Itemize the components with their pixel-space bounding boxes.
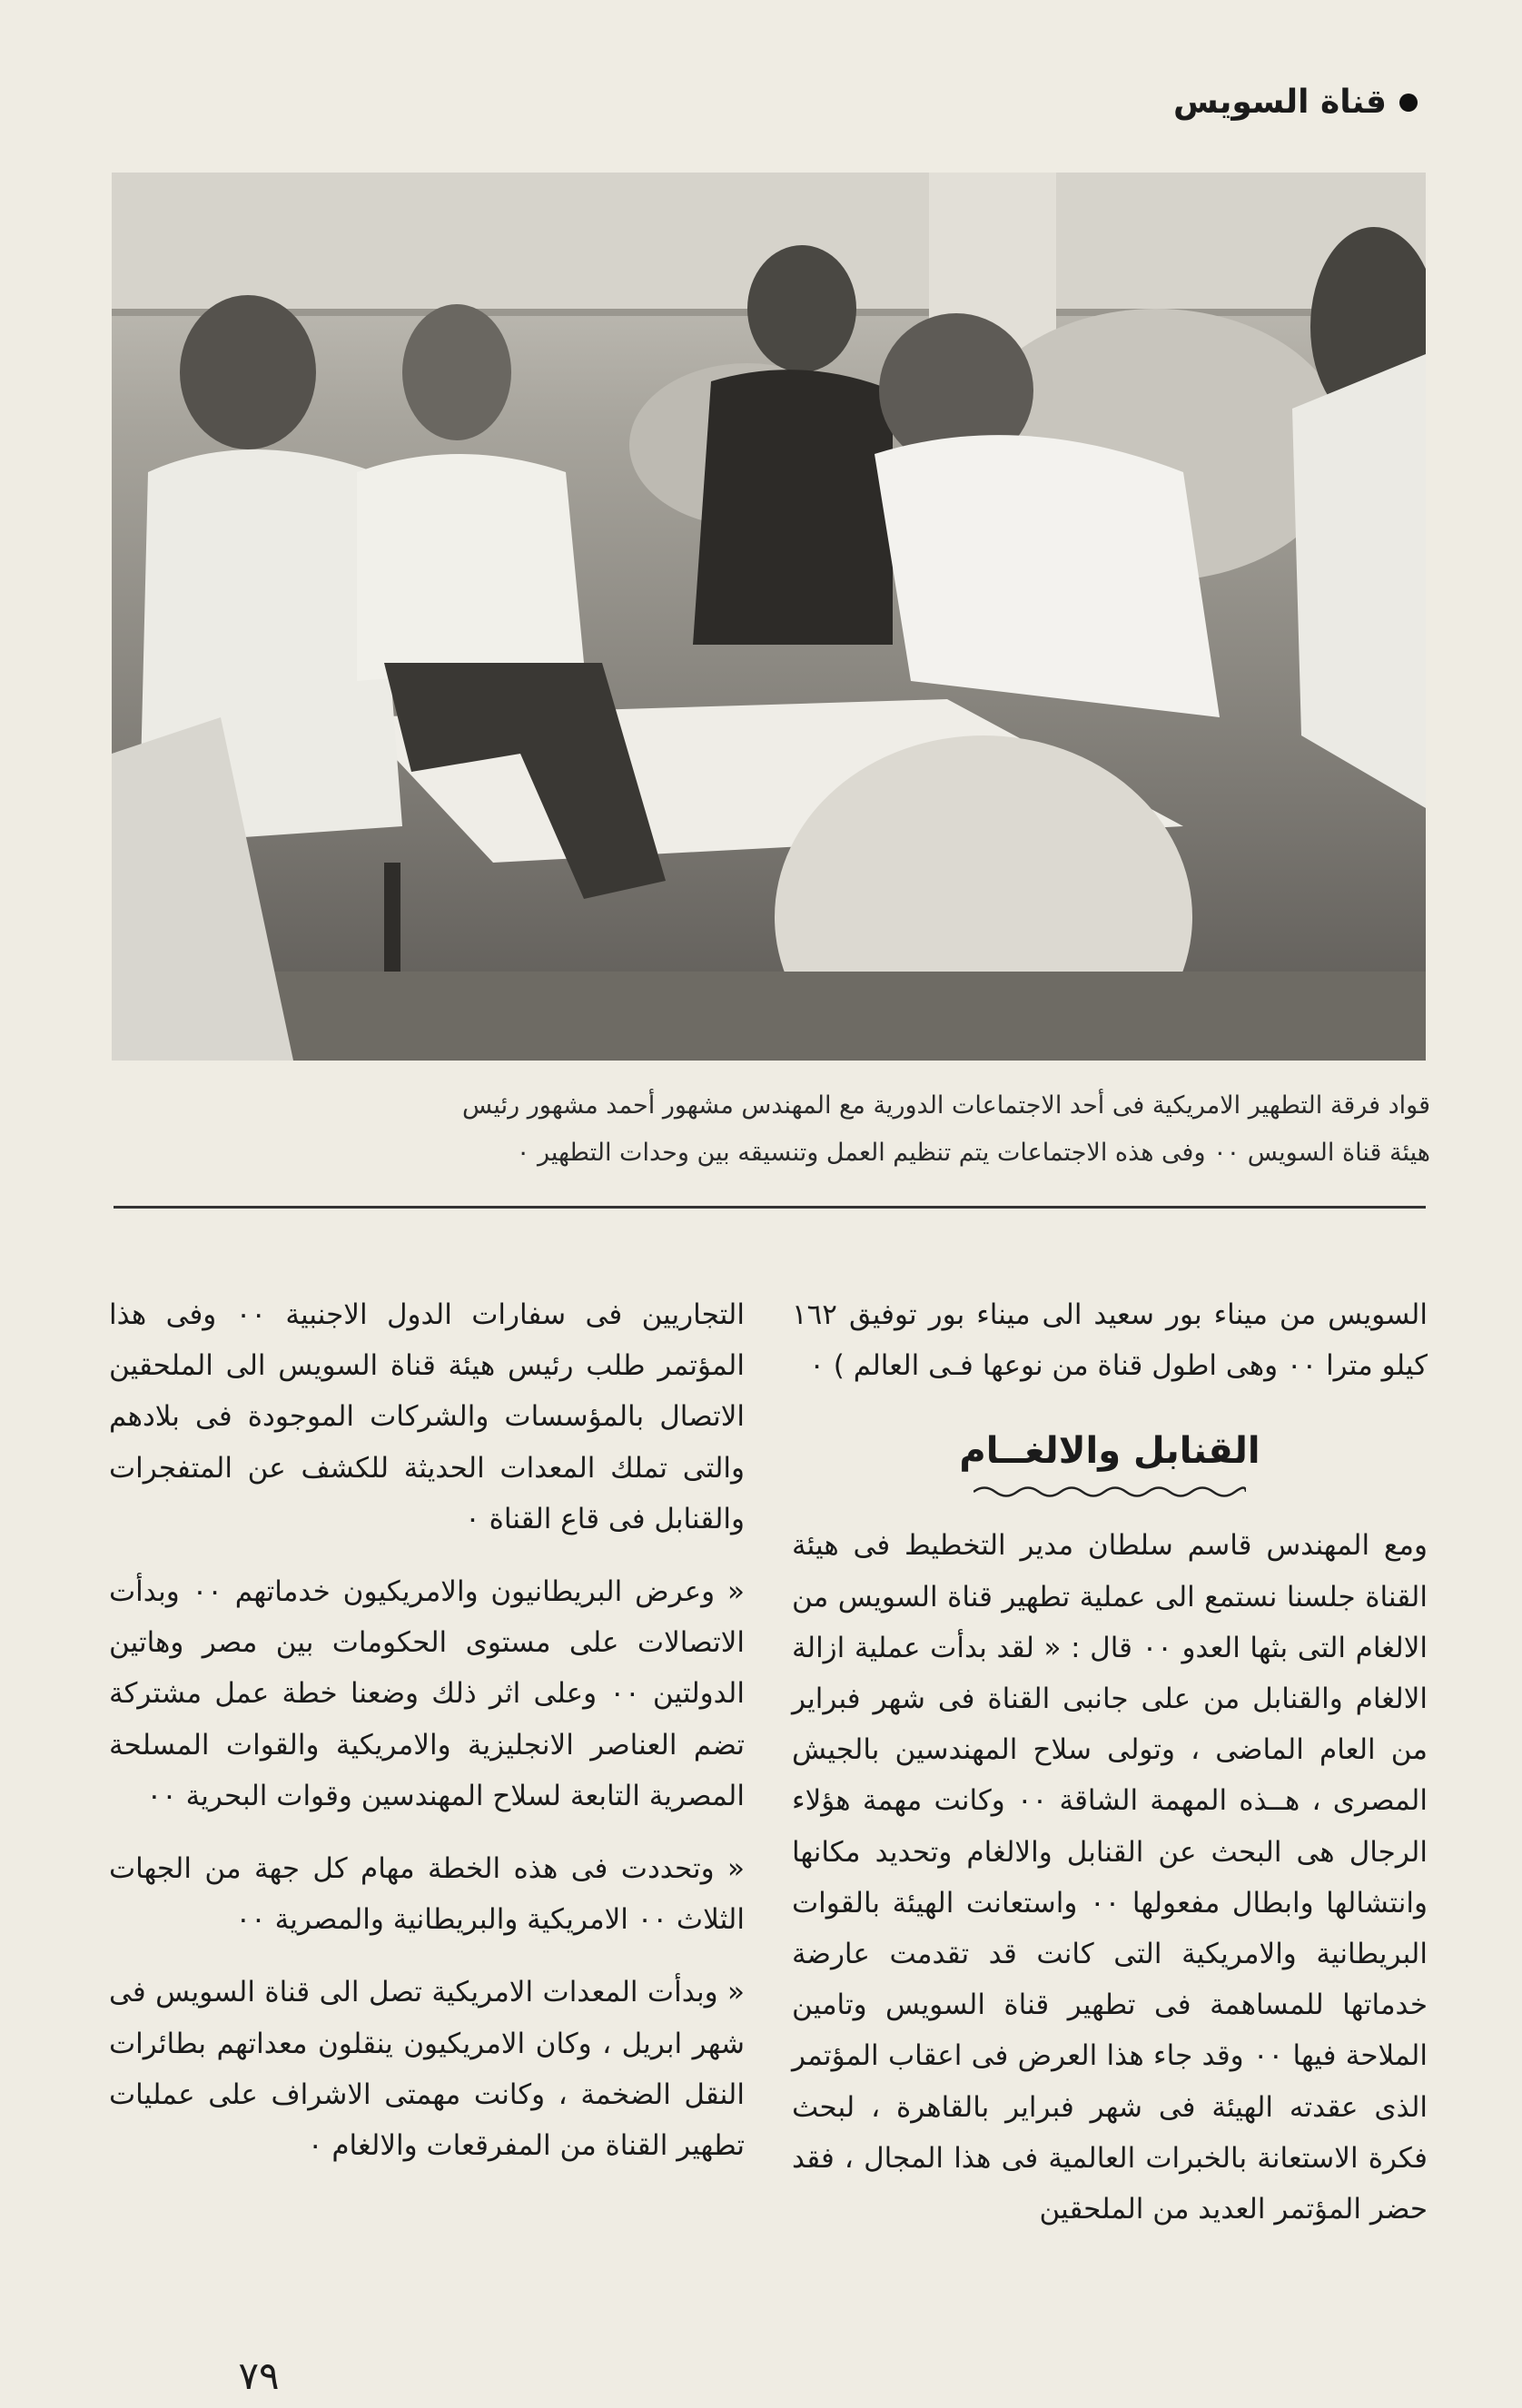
section-title: قناة السويس	[1172, 84, 1387, 121]
subheading: القنابل والالغــام	[959, 1430, 1260, 1473]
divider	[114, 1206, 1426, 1209]
bullet-icon	[1399, 94, 1418, 112]
squiggle-underline-icon	[973, 1484, 1246, 1500]
meeting-photo	[112, 173, 1426, 1061]
body-paragraph: التجاريين فى سفارات الدول الاجنبية ٠٠ وفى هذا المؤتمر طلب رئيس هيئة قناة السويس الى الملحقين الاتصال بالمؤسسات والشركات الموجودة فى بلادهم والتى تملك المعدات الحديثة للكشف عن المتفجرات والقنابل فى قاع القناة ٠	[109, 1298, 745, 1535]
meeting-photo-icon	[112, 173, 1426, 1061]
caption-line: هيئة قناة السويس ٠٠ وفى هذه الاجتماعات يتم تنظيم العمل وتنسيقه بين وحدات التطهير ٠	[516, 1139, 1430, 1167]
photo-caption	[154, 1082, 1430, 1177]
caption-line: قواد فرقة التطهير الامريكية فى أحد الاجتماعات الدورية مع المهندس مشهور أحمد مشهور رئيس	[462, 1091, 1430, 1120]
body-paragraph: « وبدأت المعدات الامريكية تصل الى قناة السويس فى شهر ابريل ، وكان الامريكيون ينقلون معداتهم بطائرات النقل الضخمة ، وكانت مهمتى الاشراف على عمليات تطهير القناة من المفرقعات والالغام ٠	[109, 1976, 745, 2163]
page-number: ٧٩	[238, 2354, 280, 2398]
left-column	[109, 1289, 745, 2171]
body-paragraph: « وعرض البريطانيون والامريكيون خدماتهم ٠٠ وبدأت الاتصالات على مستوى الحكومات بين مصر وهاتين الدولتين ٠٠ وعلى اثر ذلك وضعنا خطة عمل مشتركة تضم العناصر الانجليزية والامريكية والقوات المسلحة المصرية التابعة لسلاح المهندسين وقوات البحرية ٠٠	[109, 1575, 745, 1812]
page-header	[1173, 84, 1418, 121]
body-paragraph: « وتحددت فى هذه الخطة مهام كل جهة من الجهات الثلاث ٠٠ الامريكية والبريطانية والمصرية ٠٠	[109, 1852, 745, 1937]
body-paragraph: ومع المهندس قاسم سلطان مدير التخطيط فى هيئة القناة جلسنا نستمع الى عملية تطهير قناة السويس من الالغام التى بثها العدو ٠٠ قال : « لقد بدأت عملية ازالة الالغام والقنابل من على جانبى القناة فى شهر فبراير من العام الماضى ، وتولى سلاح المهندسين بالجيش المصرى ، هــذه المهمة الشاقة ٠٠ وكانت مهمة هؤلاء الرجال هى البحث عن القنابل والالغام وتحديد مكانها وانتشالها وابطال مفعولها ٠٠ واستعانت الهيئة بالقوات البريطانية والامريكية التى كانت قد تقدمت عارضة خدماتها للمساهمة فى تطهير قناة السويس وتامين الملاحة فيها ٠٠ وقد جاء هذا العرض فى اعقاب المؤتمر الذى عقدته الهيئة فى شهر فبراير بالقاهرة ، لبحث فكرة الاستعانة بالخبرات العالمية فى هذا المجال ، فقد حضر المؤتمر العديد من الملحقين	[792, 1529, 1428, 2226]
intro-paragraph: السويس من ميناء بور سعيد الى ميناء بور توفيق ١٦٢ كيلو مترا ٠٠ وهى اطول قناة من نوعها فـى العالم ) ٠	[792, 1298, 1428, 1383]
right-column	[792, 1289, 1428, 2235]
